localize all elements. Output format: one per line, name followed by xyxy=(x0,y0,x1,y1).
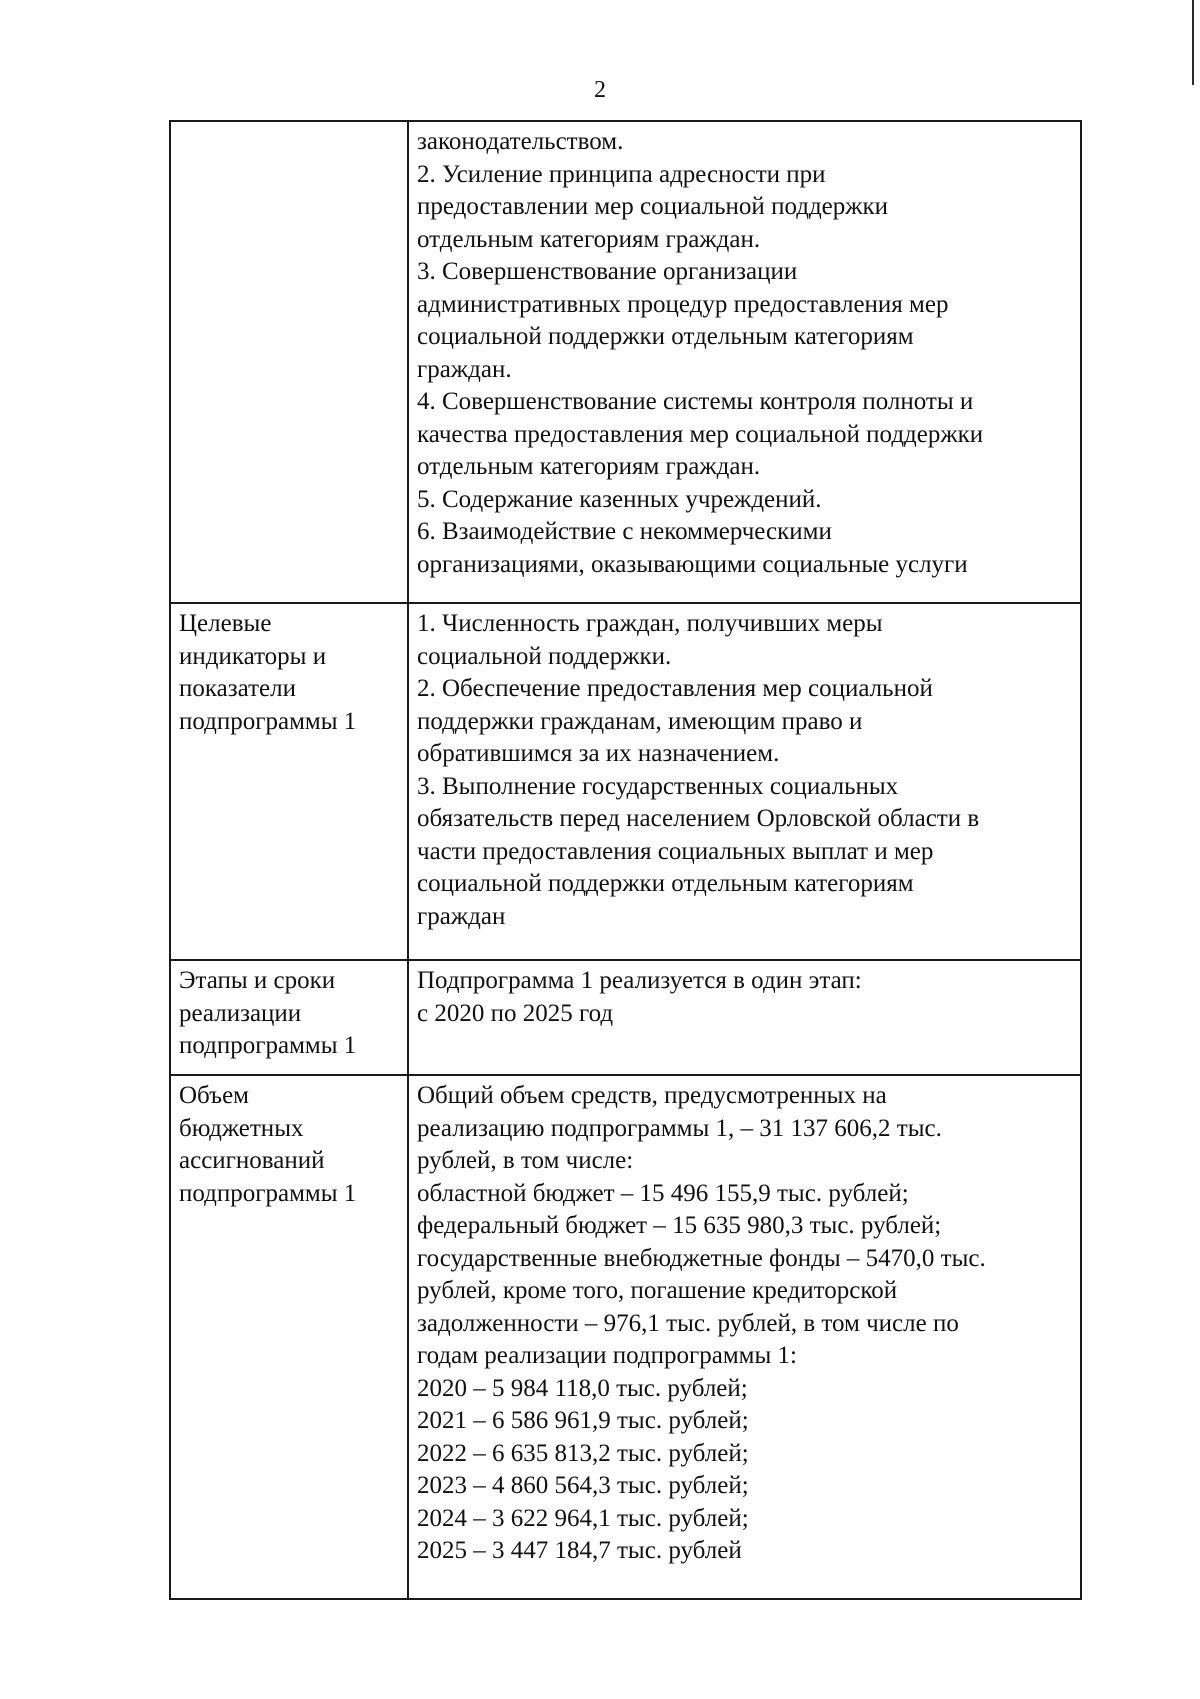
content-line: 2. Обеспечение предоставления мер социальной xyxy=(417,675,933,702)
content-line: годам реализации подпрограммы 1: xyxy=(417,1342,797,1369)
row-label xyxy=(179,1080,399,1210)
label-line: Этапы и сроки xyxy=(179,967,336,994)
label-line: индикаторы и xyxy=(179,642,327,670)
label-line: ассигнований xyxy=(179,1147,325,1174)
content-line: с 2020 по 2025 год xyxy=(417,999,614,1027)
content-line: 2024 – 3 622 964,1 тыс. рублей; xyxy=(417,1504,749,1532)
row-label-cell xyxy=(170,960,408,1075)
content-line: 3. Выполнение государственных социальных xyxy=(417,772,899,800)
content-line: федеральный бюджет – 15 635 980,3 тыс. рублей; xyxy=(417,1212,942,1239)
content-line: предоставлении мер социальной поддержки xyxy=(417,193,889,220)
content-line: рублей, кроме того, погашение кредиторской xyxy=(417,1277,898,1304)
table-row xyxy=(170,121,1081,603)
content-line: поддержки гражданам, имеющим право и xyxy=(417,707,863,735)
content-line: качества предоставления мер социальной поддержки xyxy=(417,420,984,448)
content-line: рублей, в том числе: xyxy=(417,1147,634,1174)
content-line: организациями, оказывающими социальные услуги xyxy=(417,550,968,578)
label-line: бюджетных xyxy=(179,1114,304,1142)
content-line: социальной поддержки отдельным категориям xyxy=(417,323,914,350)
table-row xyxy=(170,960,1081,1075)
label-line: Целевые xyxy=(179,610,272,637)
label-line: подпрограммы 1 xyxy=(179,1179,357,1207)
row-content xyxy=(417,965,1072,1030)
table-row xyxy=(170,603,1081,960)
content-line: 4. Совершенствование системы контроля полноты и xyxy=(417,388,974,415)
row-label xyxy=(179,608,399,738)
content-line: законодательством. xyxy=(417,128,624,155)
row-content-cell xyxy=(408,603,1081,960)
row-content xyxy=(417,126,1072,581)
content-line: административных процедур предоставления мер xyxy=(417,290,949,318)
content-line: 2021 – 6 586 961,9 тыс. рублей; xyxy=(417,1407,749,1434)
content-line: 2022 – 6 635 813,2 тыс. рублей; xyxy=(417,1439,749,1467)
row-content-cell xyxy=(408,960,1081,1075)
content-line: граждан xyxy=(417,902,506,930)
content-line: 3. Совершенствование организации xyxy=(417,258,798,285)
row-content xyxy=(417,1080,1072,1568)
label-line: подпрограммы 1 xyxy=(179,707,357,735)
content-line: обязательств перед населением Орловской области в xyxy=(417,805,980,832)
content-line: задолженности – 976,1 тыс. рублей, в том числе по xyxy=(417,1309,959,1337)
row-label-cell xyxy=(170,603,408,960)
content-line: социальной поддержки. xyxy=(417,642,672,670)
content-line: 2020 – 5 984 118,0 тыс. рублей; xyxy=(417,1374,748,1402)
content-line: реализацию подпрограммы 1, – 31 137 606,2 тыс. xyxy=(417,1114,942,1142)
content-line: обратившимся за их назначением. xyxy=(417,740,780,767)
scan-edge-mark xyxy=(1192,0,1194,85)
subprogram-passport-table xyxy=(169,120,1082,1600)
label-line: показатели xyxy=(179,675,296,702)
content-line: граждан. xyxy=(417,355,512,383)
row-content-cell xyxy=(408,1075,1081,1599)
content-line: 6. Взаимодействие с некоммерческими xyxy=(417,518,832,545)
content-line: 2. Усиление принципа адресности при xyxy=(417,160,826,188)
content-line: государственные внебюджетные фонды – 5470,0 тыс. xyxy=(417,1244,986,1272)
content-line: отдельным категориям граждан. xyxy=(417,225,761,253)
label-line: подпрограммы 1 xyxy=(179,1032,357,1059)
label-line: реализации xyxy=(179,999,302,1027)
content-line: Общий объем средств, предусмотренных на xyxy=(417,1082,887,1109)
table-row xyxy=(170,1075,1081,1599)
content-line: 5. Содержание казенных учреждений. xyxy=(417,485,822,513)
content-line: областной бюджет – 15 496 155,9 тыс. рублей; xyxy=(417,1179,909,1207)
label-line: Объем xyxy=(179,1082,249,1109)
content-line: 2025 – 3 447 184,7 тыс. рублей xyxy=(417,1537,742,1564)
row-content-cell xyxy=(408,121,1081,603)
content-line: социальной поддержки отдельным категориям xyxy=(417,870,914,897)
content-line: части предоставления социальных выплат и мер xyxy=(417,837,934,865)
content-line: отдельным категориям граждан. xyxy=(417,453,761,480)
row-label-cell xyxy=(170,121,408,603)
content-line: 1. Численность граждан, получивших меры xyxy=(417,610,883,637)
row-label xyxy=(179,965,399,1063)
row-label-cell xyxy=(170,1075,408,1599)
content-line: 2023 – 4 860 564,3 тыс. рублей; xyxy=(417,1472,749,1499)
page-number: 2 xyxy=(594,77,606,103)
content-line: Подпрограмма 1 реализуется в один этап: xyxy=(417,967,862,994)
row-content xyxy=(417,608,1072,933)
